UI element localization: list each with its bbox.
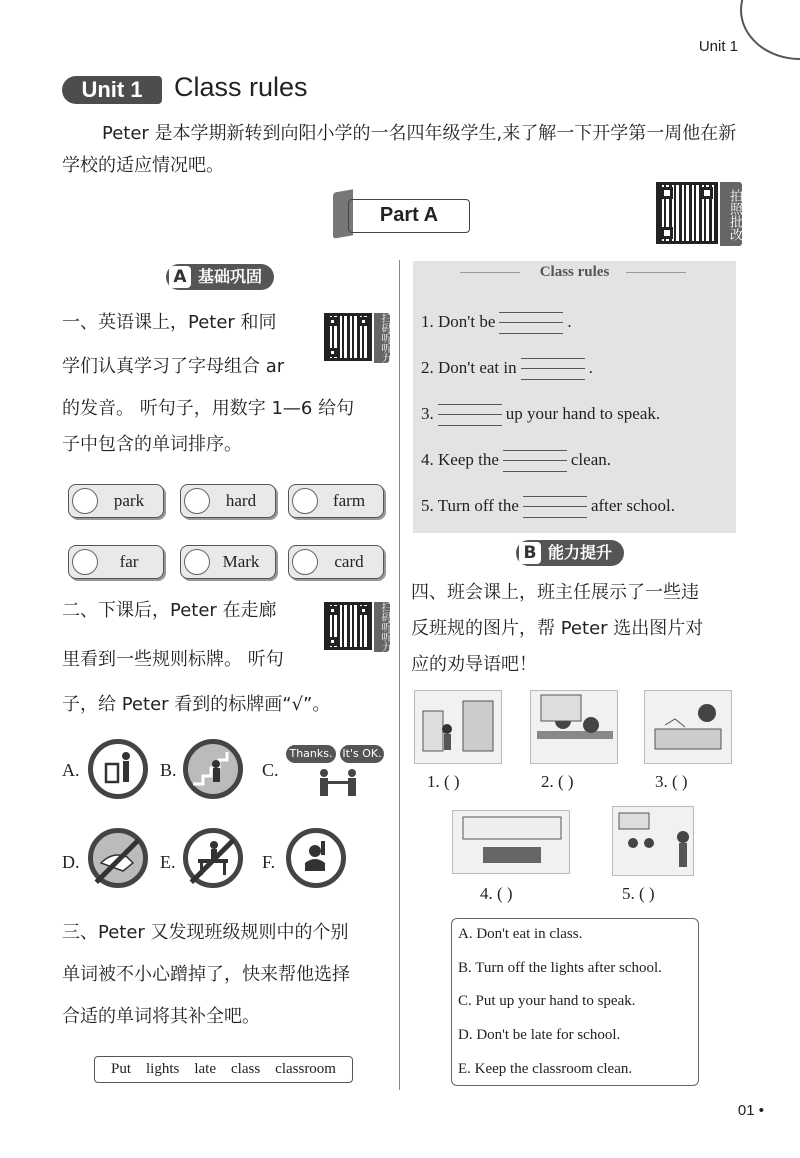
option-c-label: C. — [262, 760, 279, 780]
header-unit-label: Unit 1 — [698, 38, 738, 55]
answer-option-d: D. Don't be late for school. — [458, 1027, 621, 1043]
answer-option-e: E. Keep the classroom clean. — [458, 1061, 633, 1077]
no-touching-sign-icon[interactable] — [88, 828, 148, 888]
option-e-label: E. — [160, 852, 176, 872]
stairs-sign-icon[interactable] — [183, 739, 243, 799]
picture-late-for-school — [414, 690, 502, 764]
picture-messy-desk — [644, 690, 732, 764]
fill-blank[interactable] — [438, 404, 502, 426]
q1-line-3: 的发音。 听句子，用数字 1—6 给句 — [62, 398, 355, 419]
speech-bubble-thanks: Thanks. — [286, 745, 336, 763]
pic-4-answer-label[interactable]: 4. ( ) — [480, 884, 513, 903]
word-option[interactable]: far — [68, 545, 164, 579]
rule-item-1: 1. Don't be . — [421, 312, 572, 334]
rule-item-4: 4. Keep the clean. — [421, 450, 611, 472]
q2-line-1: 二、下课后，Peter 在走廊 — [62, 600, 277, 621]
no-climbing-desk-sign-icon[interactable] — [183, 828, 243, 888]
class-rules-title: Class rules — [539, 264, 610, 280]
corner-decoration — [740, 0, 800, 60]
page-title: Class rules — [174, 72, 308, 102]
q1-line-4: 子中包含的单词排序。 — [62, 434, 242, 455]
q2-line-2: 里看到一些规则标牌。 听句 — [62, 649, 284, 670]
word-option[interactable]: farm — [288, 484, 384, 518]
section-b-header — [516, 540, 624, 566]
q4-line-1: 四、班会课上，班主任展示了一些违 — [411, 582, 699, 603]
section-a-title: 基础巩固 — [198, 267, 263, 286]
answer-option-b: B. Turn off the lights after school. — [458, 960, 662, 976]
q2-qr-code-icon[interactable] — [324, 602, 372, 650]
rule-item-2: 2. Don't eat in . — [421, 358, 593, 380]
q4-line-2: 反班规的图片，帮 Peter 选出图片对 — [411, 618, 704, 639]
word-option[interactable]: hard — [180, 484, 276, 518]
unit-badge: Unit 1 — [62, 76, 162, 104]
speech-bubble-its-ok: It's OK. — [340, 745, 384, 763]
q3-line-3: 合适的单词将其补全吧。 — [62, 1006, 260, 1027]
picture-eating-in-class — [530, 690, 618, 764]
option-b-label: B. — [160, 760, 177, 780]
pic-2-answer-label[interactable]: 2. ( ) — [541, 772, 574, 791]
option-f-label: F. — [262, 852, 276, 872]
part-a-label: Part A — [348, 199, 470, 233]
q2-qr-label: 扫码听听力 — [374, 602, 390, 652]
qr-code-icon[interactable] — [656, 182, 718, 244]
word-bank: Put lights late class classroom — [94, 1056, 353, 1083]
pic-3-answer-label[interactable]: 3. ( ) — [655, 772, 688, 791]
option-d-label: D. — [62, 852, 80, 872]
kids-thanking-icon — [316, 768, 360, 796]
section-b-letter: B — [519, 542, 541, 564]
trash-bin-sign-icon[interactable] — [88, 739, 148, 799]
photo-grading-label: 拍照批改 — [720, 182, 742, 246]
rule-item-3: 3. up your hand to speak. — [421, 404, 660, 426]
fill-blank[interactable] — [499, 312, 563, 334]
section-a-header — [166, 264, 274, 290]
picture-lights-on-empty-room — [452, 810, 570, 874]
q1-qr-code-icon[interactable] — [324, 313, 372, 361]
rule-item-5: 5. Turn off the after school. — [421, 496, 675, 518]
raise-hand-sign-icon[interactable] — [286, 828, 346, 888]
word-option[interactable]: Mark — [180, 545, 276, 579]
q1-line-1: 一、英语课上，Peter 和同 — [62, 312, 277, 333]
q4-line-3: 应的劝导语吧！ — [411, 654, 537, 675]
q1-line-2: 学们认真学习了字母组合 ar — [62, 356, 285, 377]
intro-text: Peter 是本学期新转到向阳小学的一名四年级学生,来了解一下开学第一周他在新学校的适应情况吧。 — [62, 123, 737, 176]
section-b-title: 能力提升 — [548, 543, 613, 562]
picture-class-not-raising-hand — [612, 806, 694, 876]
q3-line-2: 单词被不小心蹭掉了，快来帮他选择 — [62, 964, 350, 985]
answer-option-c: C. Put up your hand to speak. — [458, 993, 636, 1009]
page-number: 01 • — [737, 1102, 764, 1119]
option-a-label: A. — [62, 760, 80, 780]
class-rules-panel — [413, 261, 736, 533]
column-divider — [399, 260, 400, 1090]
q2-line-3: 子，给 Peter 看到的标牌画“√”。 — [62, 694, 331, 715]
answer-option-a: A. Don't eat in class. — [458, 926, 583, 942]
q1-qr-label: 扫码听听力 — [374, 313, 390, 363]
pic-5-answer-label[interactable]: 5. ( ) — [622, 884, 655, 903]
q3-line-1: 三、Peter 又发现班级规则中的个别 — [62, 922, 349, 943]
fill-blank[interactable] — [523, 496, 587, 518]
word-option[interactable]: card — [288, 545, 384, 579]
fill-blank[interactable] — [521, 358, 585, 380]
section-a-letter: A — [169, 266, 191, 288]
word-option[interactable]: park — [68, 484, 164, 518]
fill-blank[interactable] — [503, 450, 567, 472]
pic-1-answer-label[interactable]: 1. ( ) — [427, 772, 460, 791]
